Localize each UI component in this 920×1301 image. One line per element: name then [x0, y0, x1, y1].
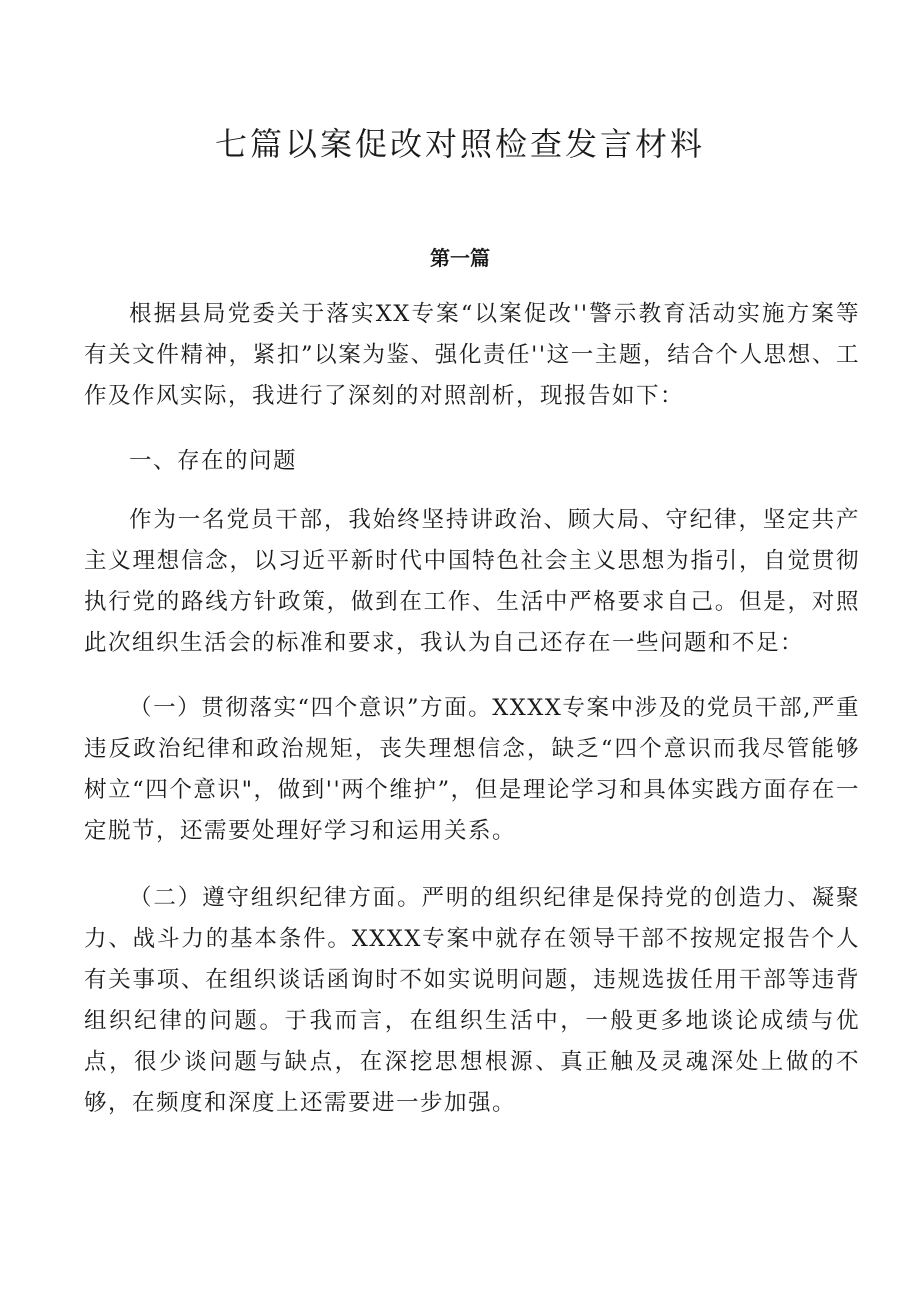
document-title: 七篇以案促改对照检查发言材料 [214, 125, 705, 163]
paragraph-four-consciousness: （一）贯彻落实“四个意识”方面。XXXX专案中涉及的党员干部,严重违反政治纪律和政治规矩，丧失理想信念，缺乏“四个意识而我尽管能够树立“四个意识"，做到''两个维护”，但是理论学习和具体实践方面存在一定脱节，还需要处理好学习和运用关系。 [84, 695, 860, 844]
paragraph-intro: 根据县局党委关于落实XX专案“以案促改''警示教育活动实施方案等有关文件精神，紧扣”以案为鉴、强化责任''这一主题，结合个人思想、工作及作风实际，我进行了深刻的对照剖析，现报告如下： [84, 301, 860, 409]
heading-existing-problems: 一、存在的问题 [129, 448, 298, 474]
paragraph-self-statement: 作为一名党员干部，我始终坚持讲政治、顾大局、守纪律，坚定共产主义理想信念，以习近平新时代中国特色社会主义思想为指引，自觉贯彻执行党的路线方针政策，做到在工作、生活中严格要求自己。但是，对照此次组织生活会的标准和要求，我认为自己还存在一些问题和不足： [84, 507, 860, 656]
paragraph-organizational-discipline: （二）遵守组织纪律方面。严明的组织纪律是保持党的创造力、凝聚力、战斗力的基本条件。XXXX专案中就存在领导干部不按规定报告个人有关事项、在组织谈话函询时不如实说明问题，违规选拔任用干部等违背组织纪律的问题。于我而言，在组织生活中，一般更多地谈论成绩与优点，很少谈问题与缺点，在深挖思想根源、真正触及灵魂深处上做的不够，在频度和深度上还需要进一步加强。 [84, 885, 860, 1116]
section-title: 第一篇 [430, 246, 490, 270]
